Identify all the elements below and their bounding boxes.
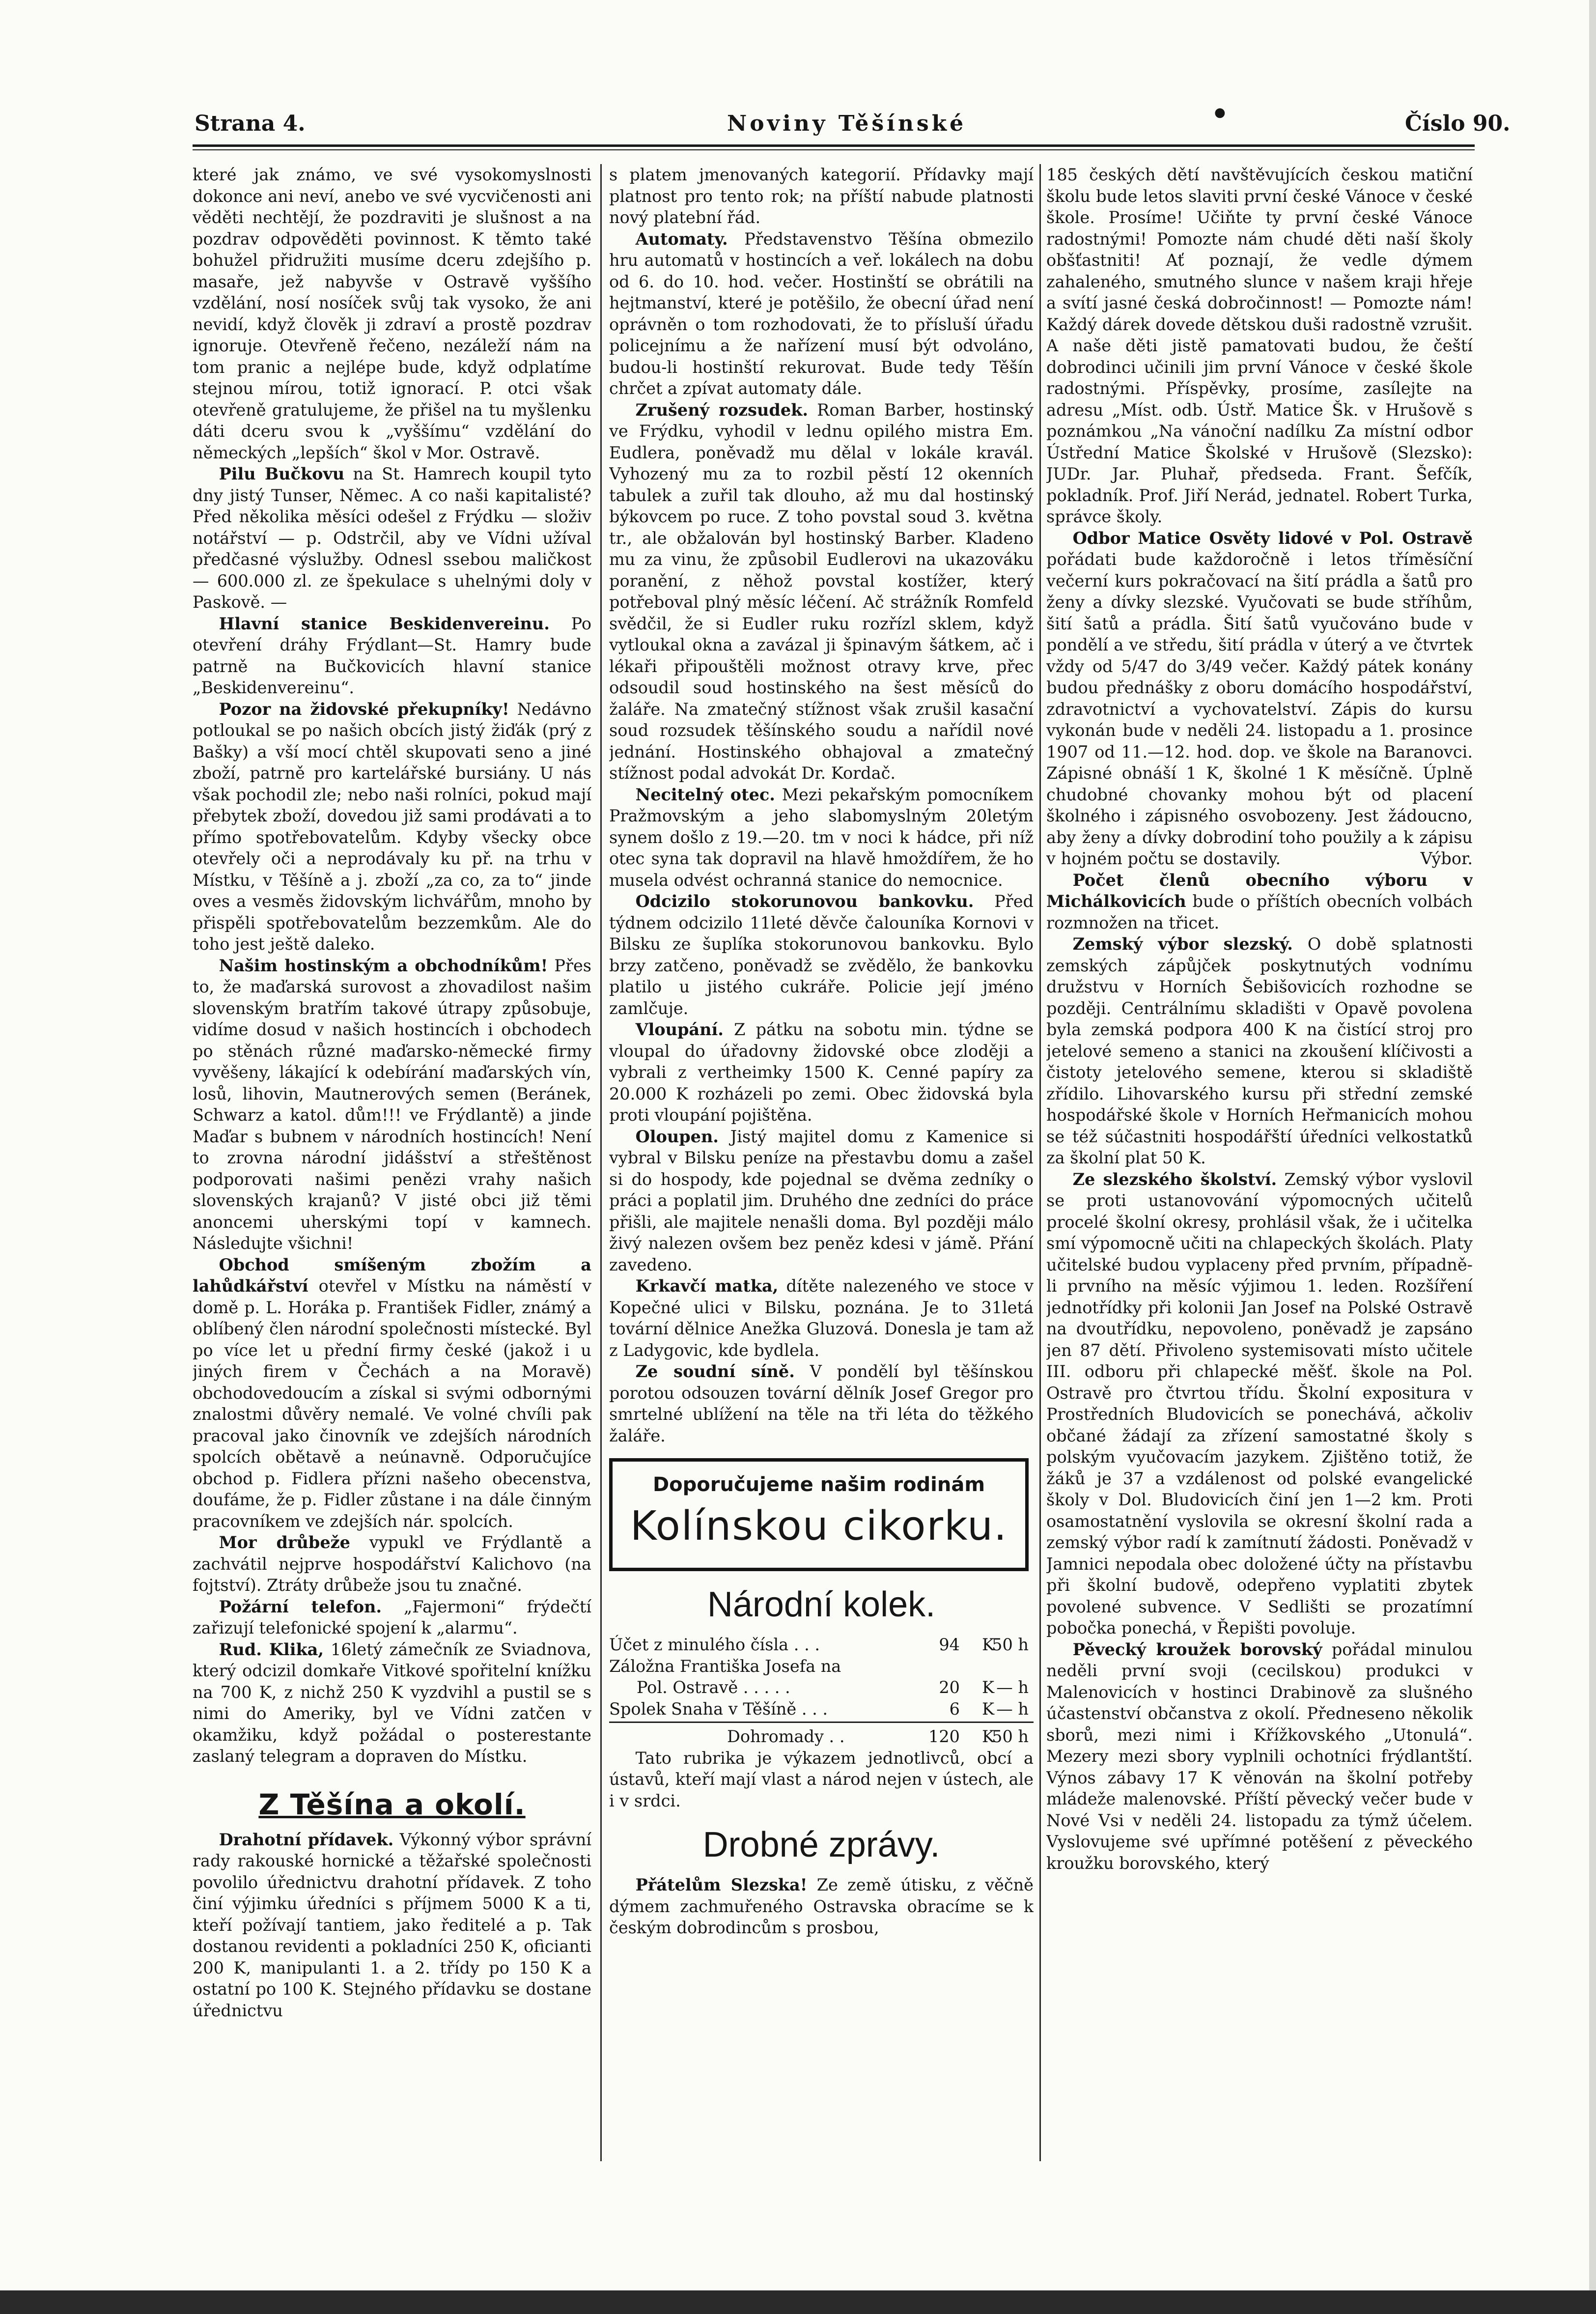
article	[1046, 528, 1473, 870]
article-text: bude o příštích obecních volbách rozmnožen na třicet.	[1046, 892, 1473, 932]
article	[609, 784, 1034, 891]
article	[193, 1254, 591, 1532]
article	[609, 891, 1034, 1019]
article-heading: Necitelný otec.	[635, 785, 775, 804]
article-text: Nedávno potloukal se po našich obcích jistý žiďák (prý z Bašky) a vší mocí chtěl skupovati seno a jiné zboží, patrně pro kartelářské bursiány. U nás však pochodil zle; nebo naši rolníci, pokud mají přebytek zboží, dovedou již sami prodávati a to přímo spotřebovatelům. Kdyby všecky obce otevřely oči a neprodávaly ku př. na trhu v Místku, v Těšíně a j. zboží „za co, za to“ jinde oves a vesměs židovským lichvářům, mnoho by přispěli spotřebovatelům bezzemkům. Ale do toho jest ještě daleko.	[193, 699, 591, 954]
article	[609, 399, 1034, 784]
fund-row	[609, 1634, 1034, 1656]
article-heading: Hlavní stanice Beskidenvereinu.	[219, 614, 550, 633]
fund-name: Účet z minulého čísla . . .	[609, 1635, 820, 1654]
article-heading: Zrušený rozsudek.	[635, 400, 809, 420]
fund-total-label: Dohromady . .	[727, 1727, 845, 1746]
ad-product: Kolínskou cikorku.	[630, 1503, 1008, 1550]
fund-note: Tato rubrika je výkazem jednotlivců, obcí a ústavů, kteří mají vlast a národ nejen v ústech, ale i v srdci.	[609, 1748, 1034, 1810]
article-text: pořádati bude každoročně i letos tříměsíční večerní kurs pokračovací na šití prádla a šatů pro ženy a dívky slezské. Vyučovati se bude stříhům, šití šatů a prádla. Šití šatů vyučováno bude v pondělí a ve středu, šití prádla v úterý a ve čtvrtek vždy od 5/47 do 3/49 večer. Každý pátek konány budou přednášky z oboru domácího hospodářství, zdravotnictví a vychovatelství. Zápis do kursu vykonán bude v neděli 24. listopadu a 1. prosince 1907 od 11.—12. hod. dop. ve škole na Baranovci. Zápisné obnáší 1 K, školné 1 K měsíčně. Úplně chudobné chovanky mohou být od placení školného i zápisného osvobozeny. Jest žádoucno, aby ženy a dívky dobrodiní toho použily a k zápisu v hojném počtu se dostavily.	[1046, 550, 1473, 868]
article-heading: Krkavčí matka,	[635, 1276, 779, 1296]
article-text: Z pátku na sobotu min. týdne se vloupal do úřadovny židovské obce zloději a vybrali z vertheimky 1500 K. Cenné papíry za 20.000 K rozházeli po zemi. Obec židovská byla proti vloupání pojištěna.	[609, 1020, 1034, 1125]
fund-row	[609, 1677, 1034, 1698]
article-text: Zemský výbor vyslovil se proti ustanovování výpomocných učitelů procelé školní okresy, prohlásil však, že i učitelka smí výpomocně učiti na chlapeckých školách. Platy učitelské budou vyplaceny před prvním, případně-li prvního na měsíc výjimou 1. leden. Rozšíření jednotřídky při kolonii Jan Josef na Polské Ostravě na dvoutřídku, nepovoleno, poněvadž je zapsáno jen 87 dětí. Přivoleno systemisovati místo učitele III. odboru při chlapecké měšť. škole na Pol. Ostravě pro čtvrtou třídu. Školní expositura v Prostředních Bludovicích se ponechává, ačkoliv občané žádají za zřízení samostatné školy s polským vyučovacím jazykem. Zjištěno totiž, že žáků je 37 a vzdálenost od polské evangelické školy v Dol. Bludovicích činí jen 1—2 km. Proti osamostatnění vyslovila se okresní školní rada a zemský výbor radí k zamítnutí žádosti. Poněvadž v Jamnici nepodala obec doložené účty na přístavbu při školní budově, odepřeno vyplatiti zbytek povolené subvence. V Sedlišti se prozatímní pobočka ponechá, v Řepišti povoluje.	[1046, 1169, 1473, 1637]
fund-heller: — h	[996, 1678, 1029, 1697]
article-text: V pondělí byl těšínskou porotou odsouzen tovární dělník Josef Gregor pro smrtelné ublížení na těle na tři léta do těžkého žaláře.	[609, 1362, 1034, 1445]
article-text: s platem jmenovaných kategorií. Přídavky mají platnost pro tento rok; na příští nabude platnosti nový platební řád.	[609, 165, 1034, 227]
article-text: otevřel v Místku na náměstí v domě p. L. Horáka p. František Fidler, známý a oblíbený člen národní společnosti místecké. Byl po více let u přední firmy české (jakož i u jiných firem v Čechách a na Moravě) obchodovedoucím a získal si svými odbornými znalostmi důvěry nemalé. Ve volné chvíli pak pracoval jako činovník ve zdejších národních spolcích obětavě a neúnavně. Odporučujíce obchod p. Fidlera přízni našeho obecenstva, doufáme, že p. Fidler zůstane i na dále činným pracovníkem ve zdejších nár. spolcích.	[193, 1276, 591, 1531]
scan-edge-right	[1589, 0, 1596, 2314]
article-heading: Odbor Matice Osvěty lidové v Pol. Ostravě	[1072, 528, 1473, 548]
article-text: Přes to, že maďarská surovost a zhovadilost našim slovenským bratřím takové útrapy způsobuje, vidíme dosud v našich hostincích i obchodech po stěnách různé maďarsko-německé firmy vyvěšeny, lákající k odebírání maďarských vín, losů, lihovin, Mautnerových semen (Beránek, Schwarz a katol. dům!!! ve Frýdlantě) a jinde Maďar s bubnem v národních hostincích! Není to zrovna národní jidášství a střeštěnost podporovati našimi penězi vrahy našich slovenských krajanů? V jisté obci již těmi anoncemi uherskými topí v kamnech. Následujte všichni!	[193, 956, 591, 1253]
article	[1046, 933, 1473, 1169]
article-heading: Ze slezského školství.	[1072, 1169, 1277, 1189]
article-heading: Mor drůbeže	[219, 1533, 350, 1552]
newspaper-title: Noviny Těšínské	[727, 111, 967, 136]
article	[1046, 870, 1473, 934]
article-text: „Fajermoni“ frýdečtí zařizují telefonické spojení k „alarmu“.	[193, 1597, 591, 1637]
fund-name: Záložna Františka Josefa na	[609, 1656, 841, 1676]
fund-total-heller: 50 h	[992, 1727, 1029, 1746]
article	[609, 1275, 1034, 1361]
article	[609, 1361, 1034, 1446]
fund-amount: 20	[939, 1678, 960, 1697]
article	[1046, 1639, 1473, 1874]
article-text: na St. Hamrech koupil tyto dny jistý Tunser, Němec. A co naši kapitalisté? Před několika měsíci odešel z Frýdku — složiv notářství — p. Odstrčil, aby ve Vídni užíval předčasné výslužby. Odnesl ssebou maličkost — 600.000 zl. ze špekulace s uhelnými doly v Paskově. —	[193, 464, 591, 612]
article	[193, 1596, 591, 1639]
article-heading: Drahotní přídavek.	[219, 1830, 394, 1849]
article-heading: Požární telefon.	[219, 1597, 382, 1616]
column-divider	[600, 164, 602, 2161]
fund-unit: K	[981, 1699, 994, 1719]
column-3	[1046, 164, 1473, 2161]
article-text: dítěte nalezeného ve stoce v Kopečné ulici v Bilsku, poznána. Je to 31letá tovární dělnice Anežka Gluzová. Donesla je tam až z Ladygovic, kde bydlela.	[609, 1276, 1034, 1360]
article-heading: Vloupání.	[635, 1020, 724, 1039]
article	[193, 1639, 591, 1767]
fund-heller: 50 h	[992, 1635, 1029, 1654]
article-text: které jak známo, ve své vysokomyslnosti dokonce ani neví, anebo ve své vycvičenosti ani věděti nechtějí, že pozdraviti je slušnost a na pozdrav odpověděti povinnost. K těmto také bohužel přidružiti musíme dceru zdejšího p. masaře, jež nabyvše v Ostravě vyššího vzdělání, nosí nosíček svůj tak vysoko, že ani nevidí, když člověk ji zdraví a prostě pozdrav ignoruje. Otevřeně řečeno, nezáleží nám na tom pranic a nejlépe bude, když odplatíme stejnou mírou, totiž ignorací. P. otci však otevřeně gratulujeme, že přišel na tu myšlenku dáti dceru svou k „vyššímu“ vzdělání do německých „lepších“ škol v Mor. Ostravě.	[193, 165, 591, 462]
article-text: Mezi pekařským pomocníkem Pražmovským a jeho slabomyslným 20letým synem došlo z 19.—20. tm v noci k hádce, při níž otec syna tak dopravil na hlavě hmoždířem, že ho musela odvést ochranná stanice do nemocnice.	[609, 785, 1034, 890]
header-rule-thin	[193, 149, 1475, 150]
article-text: Jistý majitel domu z Kamenice si vybral v Bilsku peníze na přestavbu domu a zašel si do hospody, kde pojednal se dvěma zedníky o práci a poplatil jim. Druhého dne zedníci do práce přišli, ale majitele nenašli doma. Byl později málo živý nalezen ovšem bez peněz kdesi v jámě. Přání zavedeno.	[609, 1127, 1034, 1274]
article-heading: Automaty.	[635, 229, 728, 249]
article-text: Před týdnem odcizilo 11leté děvče čalouníka Kornovi v Bilsku ze šuplíka stokorunovou bankovku. Bylo brzy zatčeno, poněvadž se zvědělo, že bankovku platilo u jistého cukráře. Policie její jméno zamlčuje.	[609, 892, 1034, 1018]
article-text: Po otevření dráhy Frýdlant—St. Hamry bude patrně na Bučkovicích hlavní stanice „Beskidenvereinu“.	[193, 614, 591, 697]
page-number: Strana 4.	[195, 111, 306, 136]
article	[193, 699, 591, 955]
signature: Výbor.	[1420, 849, 1473, 868]
article	[609, 1019, 1034, 1126]
fund-heller: — h	[996, 1699, 1029, 1719]
header-dot: ●	[1214, 105, 1226, 120]
fund-separator	[609, 1721, 1034, 1723]
article-text: Představenstvo Těšína obmezilo hru automatů v hostincích a veř. lokálech na dobu od 6. do 10. hod. večer. Hostinští se obrátili na hejtmanství, které je potěšilo, že obecní úřad není oprávněn o tom rozhodovati, že to přísluší úřadu policejnímu a že nařízení musí být odvoláno, budou-li hostinští rekurovat. Bude tedy Těšín chrčet a zpívat automaty dále.	[609, 229, 1034, 398]
advertisement-box	[609, 1458, 1029, 1571]
article-heading: Pozor na židovské překupníky!	[219, 699, 509, 719]
column-1	[193, 164, 591, 2161]
article-text: 16letý zámečník ze Sviadnova, který odcizil domkaře Vitkové spořitelní knížku na 700 K, z nichž 250 K vyzdvihl a pustil se s nimi do Ameriky, byl ve Vídni zatčen v okamžiku, když požádal o posterestante zaslaný telegram a dopraven do Místku.	[193, 1639, 591, 1766]
column-2	[609, 164, 1034, 2161]
fund-total-unit: K	[981, 1727, 994, 1746]
article-heading: Přátelům Slezska!	[635, 1875, 808, 1894]
ad-tagline: Doporučujeme našim rodinám	[652, 1473, 985, 1496]
article-heading: Našim hostinským a obchodníkům!	[219, 956, 548, 975]
article-heading: Počet členů obecního výboru v Michálkovicích	[1046, 870, 1473, 911]
article-text: Výkonný výbor správní rady rakouské hornické a těžařské společnosti povolilo úřednictvu drahotní přídavek. Z toho činí výjimku úředníci s příjmem 5000 K a ti, kteří požívají tantiem, jako ředitelé a p. Tak dostanou revidenti a pokladníci 250 K, oficianti 200 K, manipulanti 1. a 2. třídy po 150 K a ostatní po 100 K. Stejného přídavku se dostane úřednictvu	[193, 1830, 591, 2020]
fund-total-amount: 120	[928, 1727, 960, 1746]
scan-edge-bottom	[0, 2290, 1596, 2314]
article-heading: Rud. Klika,	[219, 1639, 324, 1659]
article	[193, 463, 591, 613]
fund-name: Spolek Snaha v Těšíně . . .	[609, 1699, 828, 1719]
article	[193, 1829, 591, 2022]
article-heading: Ze soudní síně.	[635, 1362, 795, 1381]
section-title: Z Těšína a okolí.	[258, 1787, 526, 1821]
fund-row	[609, 1698, 1034, 1720]
fund-title: Národní kolek.	[707, 1585, 936, 1624]
article-text: pořádal minulou neděli první svoji (cecilskou) produkci v Malenovicích v hostinci Drabinově za slušného účastenství občanstva z okolí. Předneseno několik sborů, mezi nimi i Křížkovského „Utonulá“. Mezery mezi sbory vyplnili ochotníci frýdlantští. Výnos zábavy 17 K věnován na školní potřeby mládeže malenovské. Příští pěvecký večer bude v Nové Vsi v neděli 24. listopadu za týmž účelem. Vyslovujeme své upřímné potěšení z pěveckého kroužku borovského, který	[1046, 1639, 1473, 1873]
article-text: vypukl ve Frýdlantě a zachvátil nejprve hospodářství Kalichovo (na fojtství). Ztráty drůbeže jsou tu značné.	[193, 1533, 591, 1595]
article-text: O době splatnosti zemských zápůjček poskytnutých vodnímu družstvu v Horních Šebišovicích rozhodne se později. Centrálnímu skladišti v Opavě povolena byla zemská podpora 400 K na čistící stroj pro jetelové semeno a stanici na zkoušení klíčivosti a čistoty jetelového semene, kterou si skladiště zřídilo. Lihovarského kursu při střední zemské hospodářské škole v Horních Heřmanicích mohou se též súčastniti hospodářští úředníci velkostatků za školní plat 50 K.	[1046, 934, 1473, 1167]
article-heading: Oloupen.	[635, 1127, 719, 1146]
fund-unit: K	[981, 1678, 994, 1697]
fund-total-row	[609, 1726, 1034, 1748]
article-heading: Pilu Bučkovu	[219, 464, 345, 483]
fund-name: Pol. Ostravě . . . . .	[637, 1678, 790, 1697]
fund-unit: K	[981, 1635, 994, 1654]
article	[193, 955, 591, 1254]
fund-amount: 94	[939, 1635, 960, 1654]
issue-number: Číslo 90.	[1405, 111, 1511, 136]
header-rule	[193, 144, 1475, 147]
article-heading: Odcizilo stokorunovou bankovku.	[635, 892, 974, 911]
article-text: Roman Barber, hostinský ve Frýdku, vyhodil v lednu opilého mistra Em. Eudlera, poněvadž mu dělal v lokále kravál. Vyhozený mu za to rozbil pěstí 12 okenních tabulek a zuřil tak dlouho, až mu dal hostinský býkovcem po ruce. Z toho povstal soud 3. května tr., ale obžalován byl hostinský Barber. Kladeno mu za vinu, že způsobil Eudlerovi na ukazováku poranění, z něhož povstal kostížer, který potřeboval plný měsíc léčení. Ač strážník Romfeld svědčil, že si Eudler ruku rozřízl sklem, když vytloukal okna a zavázal ji špinavým šátkem, ač i lékaři připouštěli možnost otravy krve, přec odsoudil soud hostinského na šest měsíců do žaláře. Na zmatečný stížnost však zrušil kasační soud rozsudek těšínského soudu a nařídil nové jednání. Hostinského obhajoval a zmatečný stížnost podal advokát Dr. Kordač.	[609, 400, 1034, 783]
column-divider	[1039, 164, 1041, 2161]
fund-amount: 6	[949, 1699, 960, 1719]
article	[193, 613, 591, 699]
article	[609, 228, 1034, 399]
article-heading: Pěvecký kroužek borovský	[1072, 1639, 1322, 1659]
section-title: Drobné zprávy.	[702, 1825, 940, 1864]
article-heading: Obchod smíšeným zbožím a lahůdkářství	[193, 1255, 591, 1296]
article	[193, 1532, 591, 1596]
article	[1046, 1169, 1473, 1639]
article	[609, 1126, 1034, 1276]
article	[609, 1874, 1034, 1939]
fund-table	[609, 1634, 1034, 1748]
fund-row	[609, 1656, 1034, 1677]
article-text: Ze země útisku, z věčně dýmem zachmuřeného Ostravska obracíme se k českým dobrodincům s prosbou,	[609, 1875, 1034, 1937]
article-heading: Zemský výbor slezský.	[1072, 934, 1293, 954]
article-text: 185 českých dětí navštěvujících českou matiční školu bude letos slaviti první české Vánoce v české škole. Prosíme! Učiňte ty první české Vánoce radostnými! Pomozte nám chudé děti naší školy obšťastniti! Ať poznají, že vedle dýmem zahaleného, smutného slunce v našem kraji hřeje a svítí jasné česká dobročinnost! — Pomozte nám! Každý dárek dovede dětskou duši radostně vzrušit. A naše děti jistě pamatovati budou, že čeští dobrodinci učinili jim první Vánoce v české škole radostnými. Příspěvky, prosíme, zasílejte na adresu „Míst. odb. Ústř. Matice Šk. v Hrušově s poznámkou „Na vánoční nadílku Za místní odbor Ústřední Matice Školské v Hrušově (Slezsko): JUDr. Jar. Pluhař, předseda. Frant. Šefčík, pokladník. Prof. Jiří Nerád, jednatel. Robert Turka, správce školy.	[1046, 165, 1473, 526]
